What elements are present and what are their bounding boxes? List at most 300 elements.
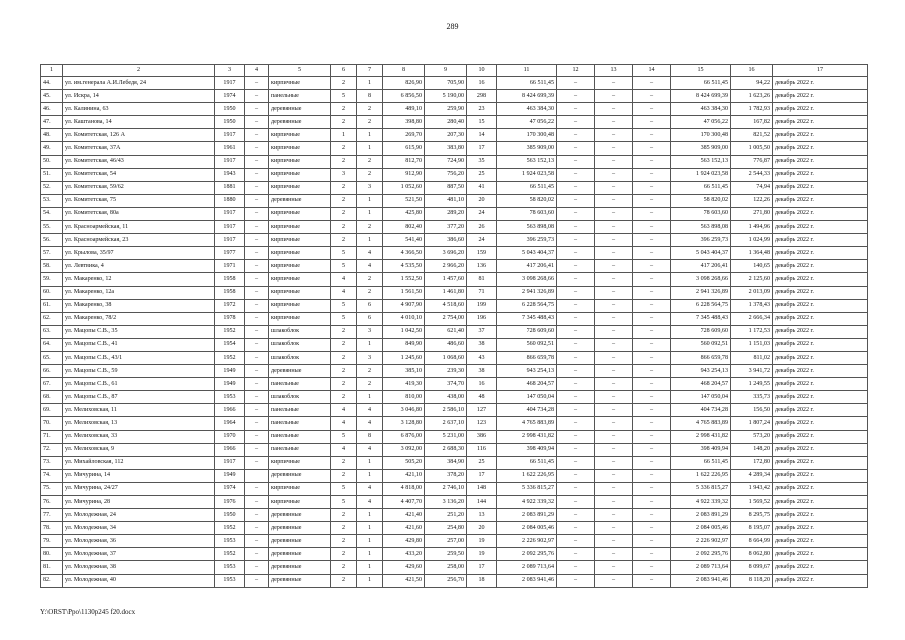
table-cell: декабрь 2022 г. bbox=[773, 273, 868, 286]
table-cell: – bbox=[557, 561, 595, 574]
table-cell: 1 bbox=[357, 338, 383, 351]
table-cell: панельные bbox=[269, 378, 331, 391]
table-cell: – bbox=[633, 142, 671, 155]
table-cell: 1958 bbox=[215, 273, 245, 286]
column-header: 17 bbox=[773, 65, 868, 77]
table-cell: кирпичные bbox=[269, 312, 331, 325]
table-row bbox=[41, 574, 868, 587]
table-cell: – bbox=[245, 181, 269, 194]
table-cell: 58 820,02 bbox=[497, 194, 557, 207]
table-cell: деревянные bbox=[269, 365, 331, 378]
table-cell: 2 bbox=[331, 181, 357, 194]
table-cell: – bbox=[633, 404, 671, 417]
table-cell: 1 bbox=[357, 391, 383, 404]
table-cell: ул. Мичурина, 28 bbox=[63, 496, 215, 509]
table-cell: 2 998 431,82 bbox=[671, 430, 731, 443]
table-cell: 2 083 941,46 bbox=[671, 574, 731, 587]
table-cell: 384,90 bbox=[425, 456, 467, 469]
table-cell: 4 bbox=[331, 404, 357, 417]
table-cell: 2 bbox=[331, 155, 357, 168]
table-cell: 3 bbox=[357, 325, 383, 338]
table-cell: кирпичные bbox=[269, 129, 331, 142]
table-cell: – bbox=[633, 221, 671, 234]
table-cell: 20 bbox=[467, 194, 497, 207]
table-cell: – bbox=[633, 77, 671, 90]
table-cell: – bbox=[595, 456, 633, 469]
table-cell: 1 bbox=[357, 234, 383, 247]
table-cell: ул. Комитетская, 80а bbox=[63, 207, 215, 220]
table-cell: – bbox=[633, 273, 671, 286]
table-cell: – bbox=[633, 207, 671, 220]
table-cell: декабрь 2022 г. bbox=[773, 168, 868, 181]
table-cell: 4 366,50 bbox=[383, 247, 425, 260]
table-cell: 199 bbox=[467, 299, 497, 312]
table-cell: – bbox=[595, 548, 633, 561]
table-cell: 1950 bbox=[215, 116, 245, 129]
table-cell: 57. bbox=[41, 247, 63, 260]
table-cell: 280,40 bbox=[425, 116, 467, 129]
table-cell: ул. Макаренко, 78/2 bbox=[63, 312, 215, 325]
table-cell: декабрь 2022 г. bbox=[773, 404, 868, 417]
table-row bbox=[41, 299, 868, 312]
table-cell: 2 bbox=[331, 574, 357, 587]
table-cell: ул. Молодежная, 37 bbox=[63, 548, 215, 561]
table-cell: – bbox=[245, 234, 269, 247]
table-cell: 44. bbox=[41, 77, 63, 90]
table-cell: 1 005,50 bbox=[731, 142, 773, 155]
table-cell: 5 336 815,27 bbox=[497, 482, 557, 495]
table-cell: 23 bbox=[467, 103, 497, 116]
table-cell: 541,40 bbox=[383, 234, 425, 247]
table-cell: – bbox=[557, 325, 595, 338]
table-cell: ул. Макаренко, 38 bbox=[63, 299, 215, 312]
table-cell: 47 056,22 bbox=[497, 116, 557, 129]
table-cell: панельные bbox=[269, 404, 331, 417]
table-cell: – bbox=[557, 417, 595, 430]
table-cell: 4 765 883,89 bbox=[497, 417, 557, 430]
table-cell: декабрь 2022 г. bbox=[773, 155, 868, 168]
table-cell: 2 125,60 bbox=[731, 273, 773, 286]
table-row bbox=[41, 207, 868, 220]
table-cell: 1972 bbox=[215, 299, 245, 312]
table-cell: 25 bbox=[467, 168, 497, 181]
table-cell: – bbox=[633, 548, 671, 561]
table-cell: – bbox=[245, 509, 269, 522]
table-cell: – bbox=[557, 430, 595, 443]
table-cell: 24 bbox=[467, 207, 497, 220]
table-cell: ул. Мацопы С.В., 41 bbox=[63, 338, 215, 351]
table-cell: 2 688,30 bbox=[425, 443, 467, 456]
table-cell: 560 092,51 bbox=[671, 338, 731, 351]
table-cell: 4 907,90 bbox=[383, 299, 425, 312]
table-cell: 53. bbox=[41, 194, 63, 207]
table-cell: – bbox=[595, 207, 633, 220]
table-row bbox=[41, 378, 868, 391]
table-cell: 724,90 bbox=[425, 155, 467, 168]
table-cell: декабрь 2022 г. bbox=[773, 286, 868, 299]
table-cell: 463 384,30 bbox=[497, 103, 557, 116]
table-cell: – bbox=[595, 496, 633, 509]
table-cell: 1 364,48 bbox=[731, 247, 773, 260]
table-cell: 1917 bbox=[215, 207, 245, 220]
table-cell: 2 bbox=[331, 103, 357, 116]
table-cell: 5 bbox=[331, 430, 357, 443]
table-row bbox=[41, 194, 868, 207]
table-cell: – bbox=[557, 548, 595, 561]
table-cell: 17 bbox=[467, 469, 497, 482]
table-cell: – bbox=[633, 391, 671, 404]
table-cell: 1 622 226,95 bbox=[497, 469, 557, 482]
table-cell: 2 bbox=[331, 338, 357, 351]
table-row bbox=[41, 325, 868, 338]
table-cell: 811,02 bbox=[731, 351, 773, 364]
table-cell: 8 424 699,39 bbox=[671, 90, 731, 103]
table-cell: – bbox=[245, 456, 269, 469]
table-row bbox=[41, 456, 868, 469]
table-cell: 116 bbox=[467, 443, 497, 456]
table-cell: 54. bbox=[41, 207, 63, 220]
table-cell: 74. bbox=[41, 469, 63, 482]
table-cell: 8 664,99 bbox=[731, 535, 773, 548]
table-cell: 1 bbox=[357, 207, 383, 220]
table-row bbox=[41, 286, 868, 299]
table-cell: шлакоблок bbox=[269, 391, 331, 404]
table-cell: 73. bbox=[41, 456, 63, 469]
table-cell: 2 bbox=[331, 378, 357, 391]
table-cell: 196 bbox=[467, 312, 497, 325]
table-cell: 2 941 326,89 bbox=[671, 286, 731, 299]
table-cell: 4 535,50 bbox=[383, 260, 425, 273]
table-cell: – bbox=[595, 482, 633, 495]
table-cell: 52. bbox=[41, 181, 63, 194]
table-cell: 486,60 bbox=[425, 338, 467, 351]
table-cell: панельные bbox=[269, 90, 331, 103]
table-cell: кирпичные bbox=[269, 247, 331, 260]
table-cell: декабрь 2022 г. bbox=[773, 103, 868, 116]
table-cell: – bbox=[245, 522, 269, 535]
table-cell: 421,60 bbox=[383, 522, 425, 535]
table-cell: 756,20 bbox=[425, 168, 467, 181]
table-cell: 2 bbox=[331, 234, 357, 247]
table-cell: 377,20 bbox=[425, 221, 467, 234]
table-cell: 6 876,00 bbox=[383, 430, 425, 443]
table-cell: декабрь 2022 г. bbox=[773, 142, 868, 155]
table-cell: 1 924 023,58 bbox=[497, 168, 557, 181]
table-cell: 1 bbox=[357, 548, 383, 561]
table-cell: 66 511,45 bbox=[671, 77, 731, 90]
table-cell: 943 254,13 bbox=[671, 365, 731, 378]
table-row bbox=[41, 561, 868, 574]
table-cell: 14 bbox=[467, 129, 497, 142]
table-cell: – bbox=[633, 496, 671, 509]
table-cell: декабрь 2022 г. bbox=[773, 247, 868, 260]
table-cell: – bbox=[557, 116, 595, 129]
column-number-row bbox=[41, 65, 868, 77]
table-cell: 66 511,45 bbox=[671, 456, 731, 469]
table-cell: 776,87 bbox=[731, 155, 773, 168]
table-cell: – bbox=[633, 181, 671, 194]
table-cell: 1 068,60 bbox=[425, 351, 467, 364]
table-cell: декабрь 2022 г. bbox=[773, 234, 868, 247]
table-cell: кирпичные bbox=[269, 482, 331, 495]
table-cell: 78 603,60 bbox=[497, 207, 557, 220]
table-cell: – bbox=[245, 351, 269, 364]
table-cell: 43 bbox=[467, 351, 497, 364]
table-cell: 82. bbox=[41, 574, 63, 587]
table-header bbox=[41, 65, 868, 77]
table-cell: 2 bbox=[357, 116, 383, 129]
table-cell: 4 bbox=[357, 496, 383, 509]
table-cell: 2 bbox=[331, 116, 357, 129]
table-cell: 563 898,08 bbox=[497, 221, 557, 234]
table-cell: декабрь 2022 г. bbox=[773, 351, 868, 364]
table-cell: 1 bbox=[357, 535, 383, 548]
table-cell: 1917 bbox=[215, 77, 245, 90]
table-cell: 3 128,80 bbox=[383, 417, 425, 430]
table-cell: 4 bbox=[357, 417, 383, 430]
table-cell: ул. Мелиховская, 9 bbox=[63, 443, 215, 456]
table-cell: 1 bbox=[357, 456, 383, 469]
table-cell: – bbox=[245, 273, 269, 286]
table-cell: декабрь 2022 г. bbox=[773, 129, 868, 142]
table-cell: 438,00 bbox=[425, 391, 467, 404]
table-cell: 866 659,78 bbox=[497, 351, 557, 364]
table-cell: 1 bbox=[357, 574, 383, 587]
table-cell: – bbox=[245, 417, 269, 430]
table-cell: – bbox=[595, 221, 633, 234]
table-cell: 3 092,00 bbox=[383, 443, 425, 456]
table-cell: декабрь 2022 г. bbox=[773, 509, 868, 522]
table-cell: 47 056,22 bbox=[671, 116, 731, 129]
table-cell: – bbox=[633, 574, 671, 587]
table-cell: 385,10 bbox=[383, 365, 425, 378]
table-cell: шлакоблок bbox=[269, 351, 331, 364]
table-cell: ул. Мелиховская, 33 bbox=[63, 430, 215, 443]
table-cell: 1 461,80 bbox=[425, 286, 467, 299]
table-cell: 2 bbox=[331, 561, 357, 574]
table-cell: 1 bbox=[357, 522, 383, 535]
table-cell: – bbox=[557, 194, 595, 207]
table-cell: 2 bbox=[331, 221, 357, 234]
table-cell: 24 bbox=[467, 234, 497, 247]
table-cell: деревянные bbox=[269, 116, 331, 129]
table-cell: ул. Комитетская, 37А bbox=[63, 142, 215, 155]
table-cell: 2 089 713,64 bbox=[671, 561, 731, 574]
table-cell: декабрь 2022 г. bbox=[773, 194, 868, 207]
table-cell: 8 295,75 bbox=[731, 509, 773, 522]
table-cell: 421,40 bbox=[383, 509, 425, 522]
table-cell: 148,20 bbox=[731, 443, 773, 456]
column-header: 8 bbox=[383, 65, 425, 77]
table-cell: ул. Левтвика, 4 bbox=[63, 260, 215, 273]
table-cell: 2 544,33 bbox=[731, 168, 773, 181]
table-cell: деревянные bbox=[269, 535, 331, 548]
table-cell: 16 bbox=[467, 77, 497, 90]
table-cell: 943 254,13 bbox=[497, 365, 557, 378]
table-cell: 2 bbox=[331, 509, 357, 522]
table-cell: ул. Калинина, 63 bbox=[63, 103, 215, 116]
table-cell: – bbox=[595, 378, 633, 391]
table-cell: 1971 bbox=[215, 260, 245, 273]
table-cell: – bbox=[557, 509, 595, 522]
table-cell: кирпичные bbox=[269, 234, 331, 247]
table-cell: – bbox=[245, 482, 269, 495]
table-cell: 1 bbox=[357, 509, 383, 522]
table-cell: – bbox=[245, 535, 269, 548]
table-cell: – bbox=[557, 482, 595, 495]
table-cell: 425,80 bbox=[383, 207, 425, 220]
table-cell: – bbox=[633, 469, 671, 482]
table-cell: 2 746,10 bbox=[425, 482, 467, 495]
table-cell: декабрь 2022 г. bbox=[773, 181, 868, 194]
table-cell: 4 bbox=[357, 443, 383, 456]
table-cell: – bbox=[633, 443, 671, 456]
table-cell: декабрь 2022 г. bbox=[773, 456, 868, 469]
table-cell: 396 259,73 bbox=[497, 234, 557, 247]
table-cell: – bbox=[595, 155, 633, 168]
table-cell: 66 511,45 bbox=[497, 456, 557, 469]
table-cell: 1 623,26 bbox=[731, 90, 773, 103]
table-cell: 563 898,08 bbox=[671, 221, 731, 234]
table-row bbox=[41, 234, 868, 247]
table-row bbox=[41, 430, 868, 443]
table-cell: 127 bbox=[467, 404, 497, 417]
table-cell: – bbox=[557, 574, 595, 587]
column-header: 3 bbox=[215, 65, 245, 77]
table-cell: – bbox=[595, 286, 633, 299]
table-cell: 7 345 488,43 bbox=[497, 312, 557, 325]
table-cell: 5 190,00 bbox=[425, 90, 467, 103]
table-cell: 49. bbox=[41, 142, 63, 155]
table-cell: – bbox=[245, 574, 269, 587]
table-cell: кирпичные bbox=[269, 168, 331, 181]
table-cell: 417 206,41 bbox=[497, 260, 557, 273]
table-cell: кирпичные bbox=[269, 181, 331, 194]
table-cell: 2 bbox=[331, 548, 357, 561]
table-cell: декабрь 2022 г. bbox=[773, 561, 868, 574]
table-cell: 78. bbox=[41, 522, 63, 535]
table-cell: – bbox=[245, 168, 269, 181]
table-cell: 2 bbox=[331, 207, 357, 220]
table-cell: – bbox=[557, 443, 595, 456]
table-cell: – bbox=[633, 365, 671, 378]
table-cell: 67. bbox=[41, 378, 63, 391]
table-cell: декабрь 2022 г. bbox=[773, 90, 868, 103]
table-cell: 1 569,52 bbox=[731, 496, 773, 509]
table-cell: 19 bbox=[467, 548, 497, 561]
table-cell: 1917 bbox=[215, 129, 245, 142]
table-cell: ул. Молодежная, 40 bbox=[63, 574, 215, 587]
table-cell: 1966 bbox=[215, 443, 245, 456]
table-cell: 521,50 bbox=[383, 194, 425, 207]
table-cell: 3 bbox=[357, 181, 383, 194]
table-cell: 1976 bbox=[215, 496, 245, 509]
table-cell: – bbox=[633, 482, 671, 495]
table-cell: 2 bbox=[331, 351, 357, 364]
table-cell: 4 bbox=[357, 247, 383, 260]
table-cell: 1 249,55 bbox=[731, 378, 773, 391]
page-number: 289 bbox=[446, 22, 459, 31]
table-cell: 2 013,09 bbox=[731, 286, 773, 299]
table-cell: декабрь 2022 г. bbox=[773, 378, 868, 391]
table-cell: 38 bbox=[467, 338, 497, 351]
table-cell: – bbox=[245, 299, 269, 312]
table-cell: 26 bbox=[467, 221, 497, 234]
table-cell: 156,50 bbox=[731, 404, 773, 417]
table-cell: – bbox=[557, 247, 595, 260]
table-cell: 60. bbox=[41, 286, 63, 299]
table-cell: – bbox=[245, 142, 269, 155]
table-cell: 1 924 023,58 bbox=[671, 168, 731, 181]
table-cell: – bbox=[595, 234, 633, 247]
table-row bbox=[41, 417, 868, 430]
table-cell: 239,30 bbox=[425, 365, 467, 378]
table-cell: – bbox=[557, 456, 595, 469]
table-cell: 1953 bbox=[215, 535, 245, 548]
table-cell: 1952 bbox=[215, 351, 245, 364]
table-cell: 6 228 564,75 bbox=[497, 299, 557, 312]
table-cell: 79. bbox=[41, 535, 63, 548]
table-cell: 3 696,20 bbox=[425, 247, 467, 260]
table-cell: 705,90 bbox=[425, 77, 467, 90]
table-cell: – bbox=[557, 299, 595, 312]
table-cell: 259,90 bbox=[425, 103, 467, 116]
table-cell: – bbox=[633, 535, 671, 548]
table-cell: – bbox=[245, 548, 269, 561]
table-cell: декабрь 2022 г. bbox=[773, 535, 868, 548]
table-cell: 3 136,20 bbox=[425, 496, 467, 509]
table-cell: – bbox=[595, 168, 633, 181]
table-cell: 2 754,00 bbox=[425, 312, 467, 325]
table-cell: 6 228 564,75 bbox=[671, 299, 731, 312]
table-cell: 374,70 bbox=[425, 378, 467, 391]
table-cell: – bbox=[557, 142, 595, 155]
table-cell: – bbox=[595, 509, 633, 522]
table-cell: 429,80 bbox=[383, 535, 425, 548]
table-cell: 37 bbox=[467, 325, 497, 338]
table-cell: 2 bbox=[357, 155, 383, 168]
table-cell: 481,10 bbox=[425, 194, 467, 207]
table-cell: 13 bbox=[467, 509, 497, 522]
table-cell: 404 734,28 bbox=[497, 404, 557, 417]
table-cell: – bbox=[595, 77, 633, 90]
table-cell: ул. Комитетская, 54 bbox=[63, 168, 215, 181]
table-cell: 826,90 bbox=[383, 77, 425, 90]
table-cell: 2 bbox=[357, 103, 383, 116]
table-cell: ул. Михайловская, 112 bbox=[63, 456, 215, 469]
table-row bbox=[41, 90, 868, 103]
table-cell: 1 024,99 bbox=[731, 234, 773, 247]
table-cell: декабрь 2022 г. bbox=[773, 365, 868, 378]
table-cell: – bbox=[557, 155, 595, 168]
table-cell: панельные bbox=[269, 417, 331, 430]
table-cell: 2 084 005,46 bbox=[671, 522, 731, 535]
table-cell: – bbox=[595, 299, 633, 312]
table-cell: 1 494,96 bbox=[731, 221, 773, 234]
table-cell: ул. Комитетская, 46/43 bbox=[63, 155, 215, 168]
table-row bbox=[41, 129, 868, 142]
table-cell: – bbox=[245, 443, 269, 456]
table-cell: 4 010,10 bbox=[383, 312, 425, 325]
table-cell: 6 bbox=[357, 299, 383, 312]
table-cell: – bbox=[633, 155, 671, 168]
table-cell: декабрь 2022 г. bbox=[773, 443, 868, 456]
table-cell: 866 659,78 bbox=[671, 351, 731, 364]
table-cell: 17 bbox=[467, 561, 497, 574]
table-cell: 19 bbox=[467, 535, 497, 548]
table-cell: 2 092 295,76 bbox=[497, 548, 557, 561]
table-cell: ул. Мацопы С.В., 59 bbox=[63, 365, 215, 378]
